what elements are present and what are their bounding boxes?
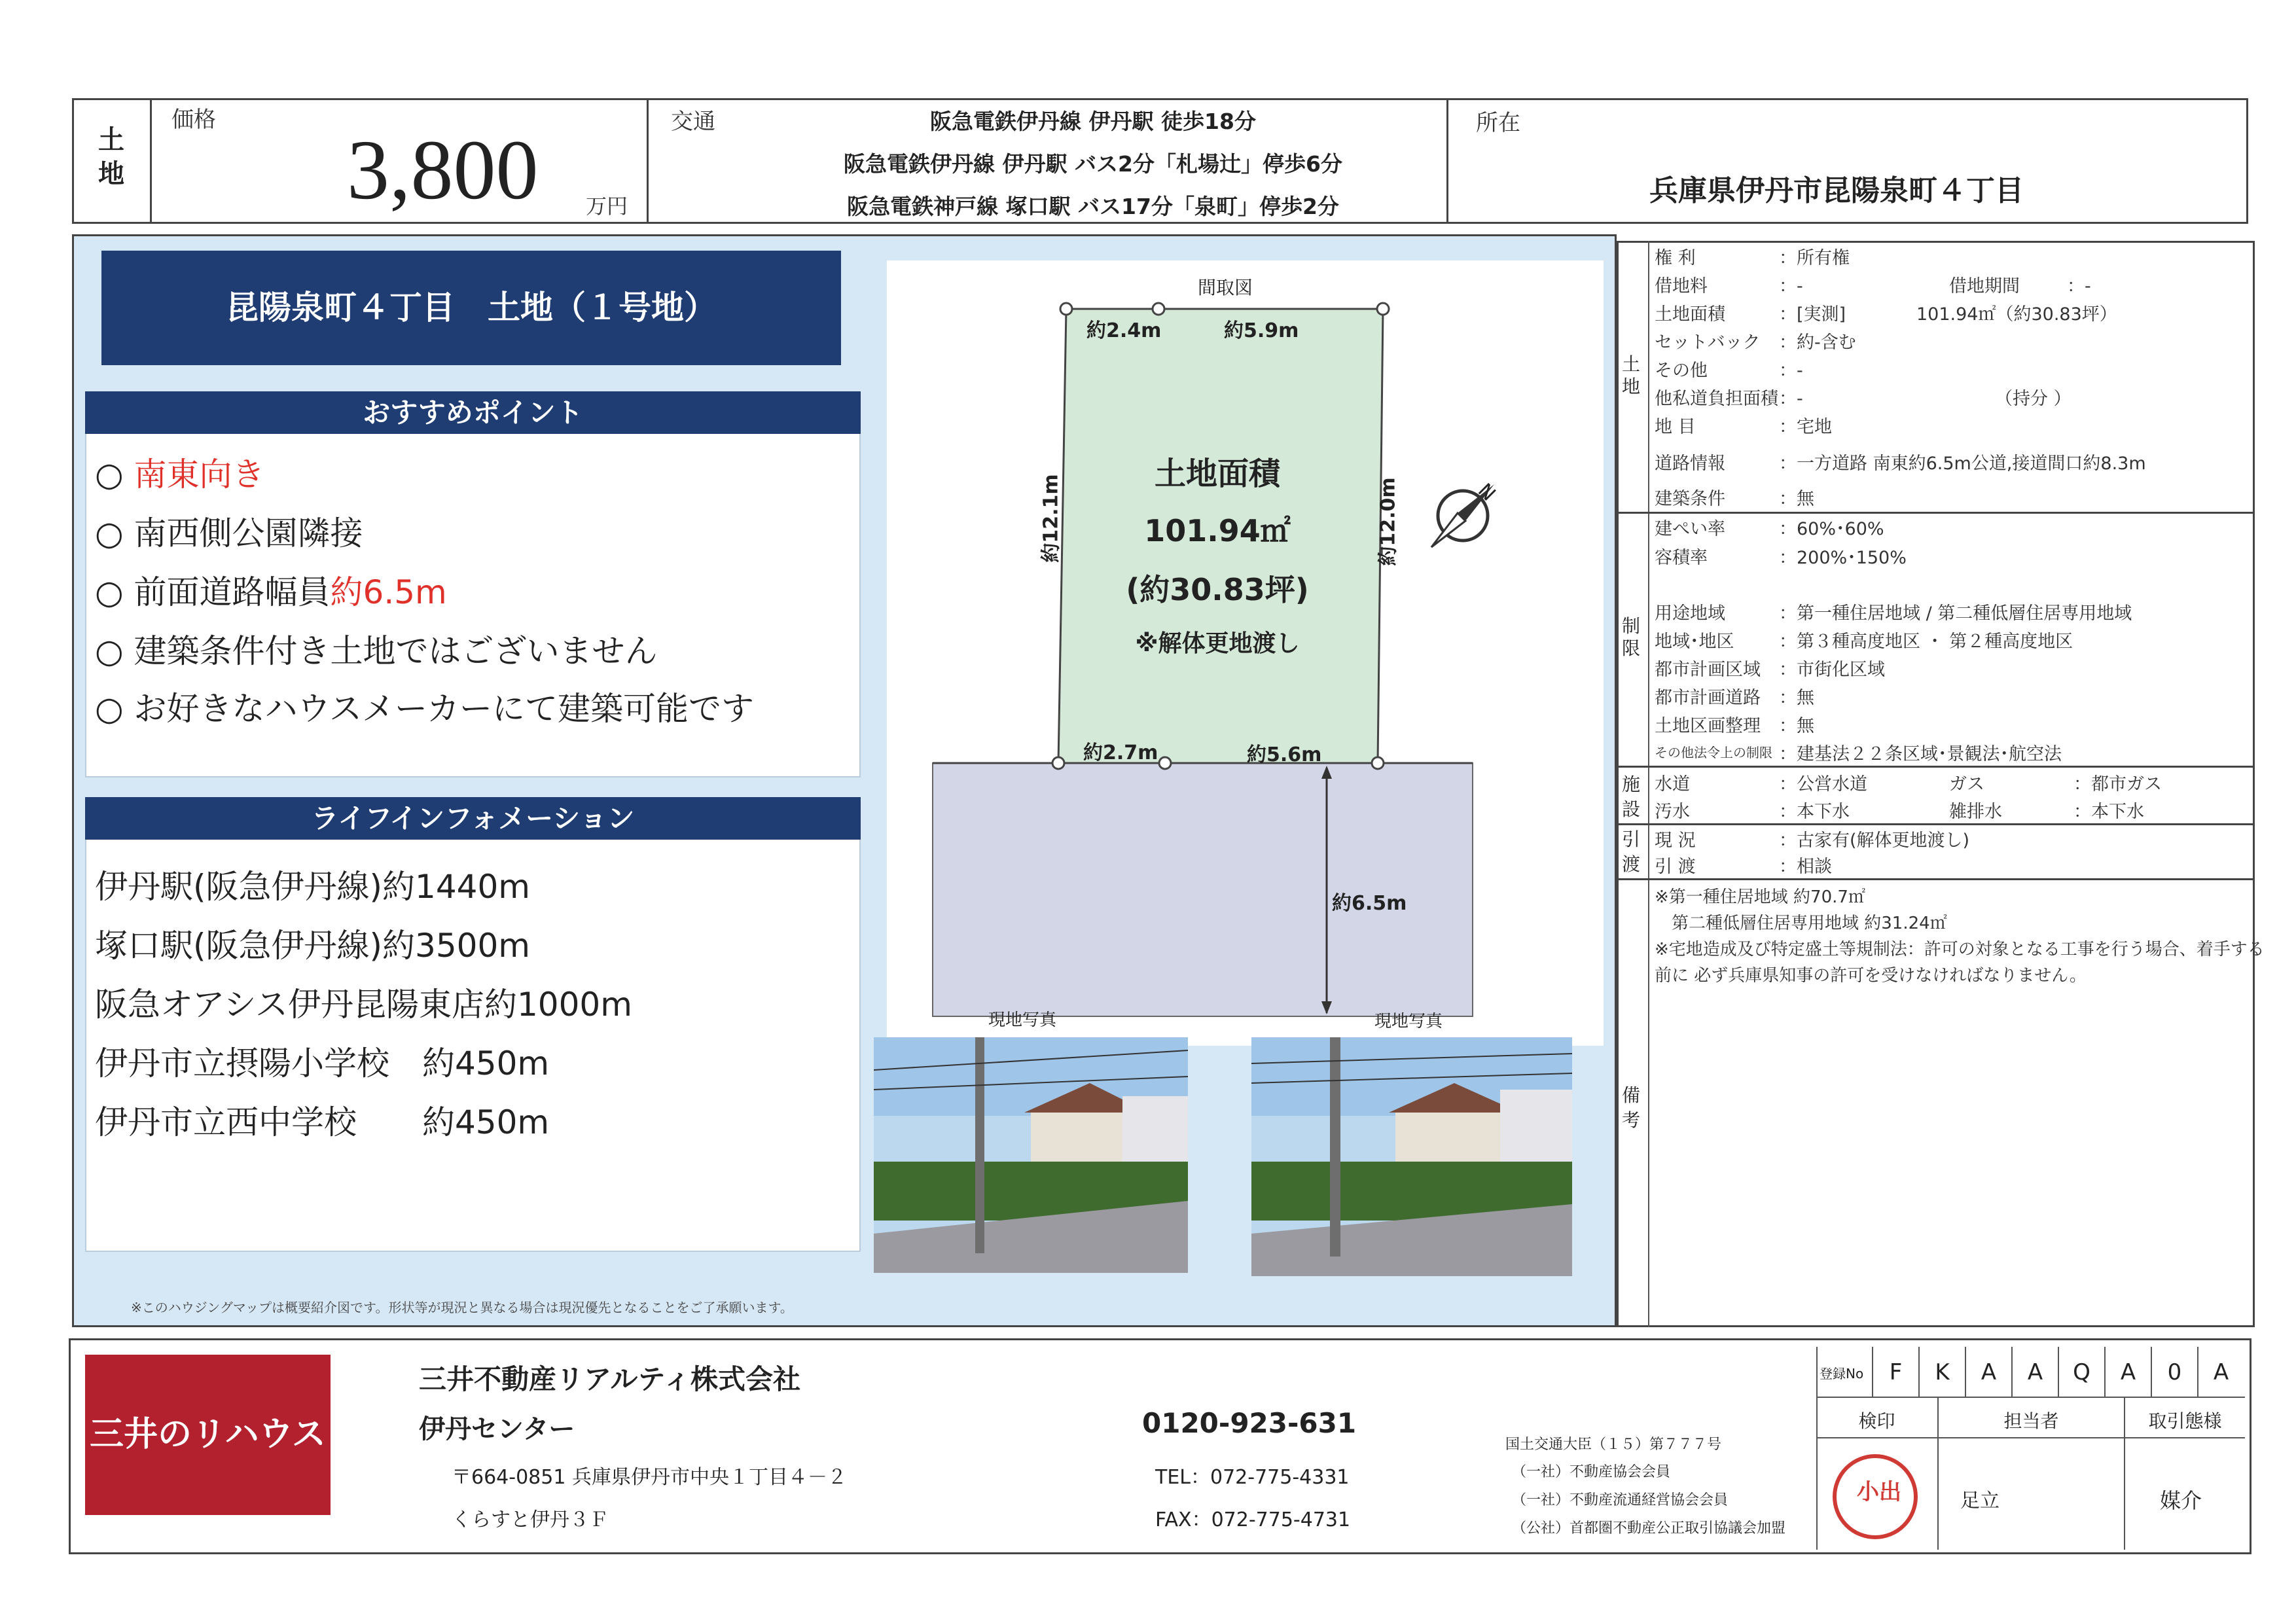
- detail-row-private-road: 他私道負担面積 ：- （持分 ）: [1655, 389, 2072, 409]
- address-line-2: くらすと伊丹３Ｆ: [452, 1508, 609, 1531]
- license-line-4: （公社）首都圏不動産公正取引協議会加盟: [1512, 1520, 1786, 1537]
- compass-n-label: N: [1473, 479, 1500, 506]
- site-photo-right: [1251, 1037, 1572, 1276]
- price-label: 価格: [171, 107, 216, 133]
- demolition-note: ※解体更地渡し: [1135, 630, 1300, 657]
- area-tsubo: (約30.83坪): [1126, 572, 1309, 607]
- corner-point: [1052, 757, 1064, 769]
- life-item-4: 伊丹市立摂陽小学校 約450m: [95, 1044, 550, 1082]
- reg-char: A: [2011, 1347, 2058, 1398]
- life-item-2: 塚口駅(阪急伊丹線)約3500m: [95, 927, 530, 965]
- reg-char: Q: [2058, 1347, 2104, 1398]
- transport-line-1: 阪急電鉄伊丹線 伊丹駅 徒歩18分: [930, 109, 1256, 134]
- divider-delivery: [1617, 878, 2255, 880]
- price-unit: 万円: [586, 194, 628, 219]
- detail-row-other: その他 ：-: [1655, 361, 1803, 381]
- brand-logo: 三井のリハウス: [85, 1355, 331, 1515]
- transport-line-3: 阪急電鉄神戸線 塚口駅 バス17分「泉町」停歩2分: [847, 194, 1339, 219]
- section-delivery: 引渡: [1622, 829, 1641, 875]
- remark-line-4: 前に 必ず兵庫県知事の許可を受けなければなりません。: [1655, 966, 2087, 986]
- mode-value: 媒介: [2160, 1488, 2202, 1513]
- recommend-item-3: ○ 前面道路幅員約6.5m: [95, 573, 447, 611]
- dim-bottom-left: 約2.7m: [1083, 741, 1158, 764]
- detail-row-road-info: 道路情報 ：一方道路 南東約6.5m公道,接道間口約8.3m: [1655, 454, 2146, 474]
- dim-bottom-right: 約5.6m: [1247, 743, 1322, 766]
- detail-row-district: 地域･地区 ：第３種高度地区 ・ 第２種高度地区: [1655, 632, 2073, 652]
- dim-road: 約6.5m: [1332, 892, 1407, 915]
- detail-row-coverage: 建ぺい率 ：60%･60%: [1655, 519, 1884, 539]
- staff-value: 足立: [1960, 1489, 2000, 1512]
- reg-char: A: [2104, 1347, 2151, 1398]
- dim-top-right: 約5.9m: [1224, 319, 1299, 342]
- section-limit: 制限: [1622, 615, 1641, 659]
- mode-label: 取引態様: [2148, 1410, 2222, 1432]
- property-title: 昆陽泉町４丁目 土地（１号地）: [101, 251, 841, 365]
- life-item-1: 伊丹駅(阪急伊丹線)約1440m: [95, 868, 530, 906]
- divider-land: [1617, 512, 2255, 514]
- detail-row-city-plan: 都市計画区域 ：市街化区域: [1655, 660, 1885, 680]
- recommend-heading: おすすめポイント: [85, 391, 861, 434]
- photo-label-left: 現地写真: [988, 1010, 1057, 1030]
- detail-row-floor-ratio: 容積率 ：200%･150%: [1655, 548, 1907, 568]
- corner-point: [1159, 757, 1171, 769]
- plan-title: 間取図: [1198, 277, 1253, 298]
- life-item-3: 阪急オアシス伊丹昆陽東店約1000m: [95, 986, 632, 1024]
- reg-char: A: [2197, 1347, 2244, 1398]
- detail-row-setback: セットバック ：約-含む: [1655, 332, 1856, 353]
- tel-number: TEL：072-775-4331: [1155, 1466, 1350, 1489]
- area-sqm: 101.94㎡: [1144, 513, 1291, 548]
- location-label: 所在: [1476, 110, 1520, 136]
- divider-limit: [1617, 766, 2255, 768]
- details-divider-col: [1648, 241, 1649, 1327]
- detail-row-use-zone: 用途地域 ：第一種住居地域 / 第二種低層住居専用地域: [1655, 603, 2132, 624]
- detail-row-lease: 借地料 ：- 借地期間 ：-: [1655, 276, 2091, 296]
- detail-row-plan-road: 都市計画道路 ：無: [1655, 688, 1814, 708]
- reg-label: 登録No: [1820, 1366, 1864, 1382]
- detail-row-readjust: 土地区画整理 ：無: [1655, 716, 1814, 736]
- recommend-item-4: ○ 建築条件付き土地ではございません: [95, 632, 658, 670]
- corner-point: [1377, 303, 1389, 315]
- detail-row-delivery: 引 渡 ：相談: [1655, 857, 1832, 877]
- seal-text: 小出: [1857, 1479, 1901, 1505]
- detail-row-land-area: 土地面積 ：[実測] 101.94㎡（約30.83坪）: [1655, 304, 2117, 325]
- category-label: 土地: [98, 125, 124, 189]
- transport-label: 交通: [671, 109, 715, 135]
- reg-char: F: [1872, 1347, 1918, 1398]
- transport-line-2: 阪急電鉄伊丹線 伊丹駅 バス2分「札場辻」停歩6分: [844, 151, 1342, 177]
- section-facility: 施設: [1622, 774, 1641, 820]
- license-line-1: 国土交通大臣（１５）第７７７号: [1505, 1436, 1722, 1453]
- detail-row-water: 水道 ：公営水道 ガス ：都市ガス: [1655, 774, 2162, 794]
- recommend-item-2: ○ 南西側公園隣接: [95, 514, 363, 552]
- section-land: 土地: [1622, 353, 1641, 397]
- map-note: ※このハウジングマップは概要紹介図です。形状等が現況と異なる場合は現況優先となることをご了承願います。: [131, 1300, 793, 1315]
- license-line-3: （一社）不動産流通経営協会会員: [1512, 1492, 1729, 1508]
- company-name: 三井不動産リアルティ株式会社: [419, 1363, 800, 1395]
- detail-row-build-condition: 建築条件 ：無: [1655, 489, 1814, 509]
- reg-char: 0: [2151, 1347, 2197, 1398]
- dim-top-left: 約2.4m: [1086, 319, 1162, 342]
- staff-label: 担当者: [2003, 1410, 2059, 1432]
- site-photo-left: [874, 1037, 1188, 1273]
- remark-line-2: 第二種低層住居専用地域 約31.24㎡: [1655, 914, 1947, 933]
- detail-row-rights: 権 利 ：所有権: [1655, 248, 1850, 268]
- branch-name: 伊丹センター: [419, 1414, 575, 1444]
- dim-right: 約12.0m: [1376, 477, 1400, 566]
- corner-point: [1153, 303, 1164, 315]
- corner-point: [1372, 757, 1384, 769]
- recommend-item-5: ○ お好きなハウスメーカーにて建築可能です: [95, 690, 755, 728]
- detail-row-land-type: 地 目 ：宅地: [1655, 417, 1832, 437]
- area-label: 土地面積: [1154, 455, 1280, 492]
- location-value: 兵庫県伊丹市昆陽泉町４丁目: [1649, 174, 2024, 207]
- life-item-5: 伊丹市立西中学校 約450m: [95, 1103, 550, 1141]
- free-dial: 0120-923-631: [1142, 1407, 1357, 1439]
- detail-row-status: 現 況 ：古家有(解体更地渡し): [1655, 830, 1970, 851]
- remark-line-3: ※宅地造成及び特定盛土等規制法：許可の対象となる工事を行う場合、着手する: [1655, 940, 2265, 959]
- divider-facility: [1617, 823, 2255, 825]
- address-line-1: 〒664-0851 兵庫県伊丹市中央１丁目４－２: [452, 1466, 847, 1489]
- recommend-item-1: ○ 南東向き: [95, 455, 265, 493]
- detail-row-other-law: その他法令上の制限 ：建基法２２条区域･景観法･航空法: [1655, 744, 2062, 764]
- inspect-label: 検印: [1858, 1410, 1895, 1432]
- price-value: 3,800: [347, 123, 539, 217]
- reg-char: K: [1918, 1347, 1965, 1398]
- license-line-2: （一社）不動産協会会員: [1512, 1464, 1671, 1480]
- section-remarks: 備考: [1622, 1084, 1641, 1131]
- dim-left: 約12.1m: [1039, 474, 1063, 563]
- photo-label-right: 現地写真: [1374, 1012, 1443, 1031]
- reg-char: A: [1965, 1347, 2011, 1398]
- remark-line-1: ※第一種住居地域 約70.7㎡: [1655, 887, 1865, 907]
- life-heading: ライフインフォメーション: [85, 797, 861, 840]
- detail-row-sewage: 汚水 ：本下水 雑排水 ：本下水: [1655, 802, 2144, 822]
- fax-number: FAX：072-775-4731: [1155, 1508, 1351, 1531]
- corner-point: [1060, 303, 1072, 315]
